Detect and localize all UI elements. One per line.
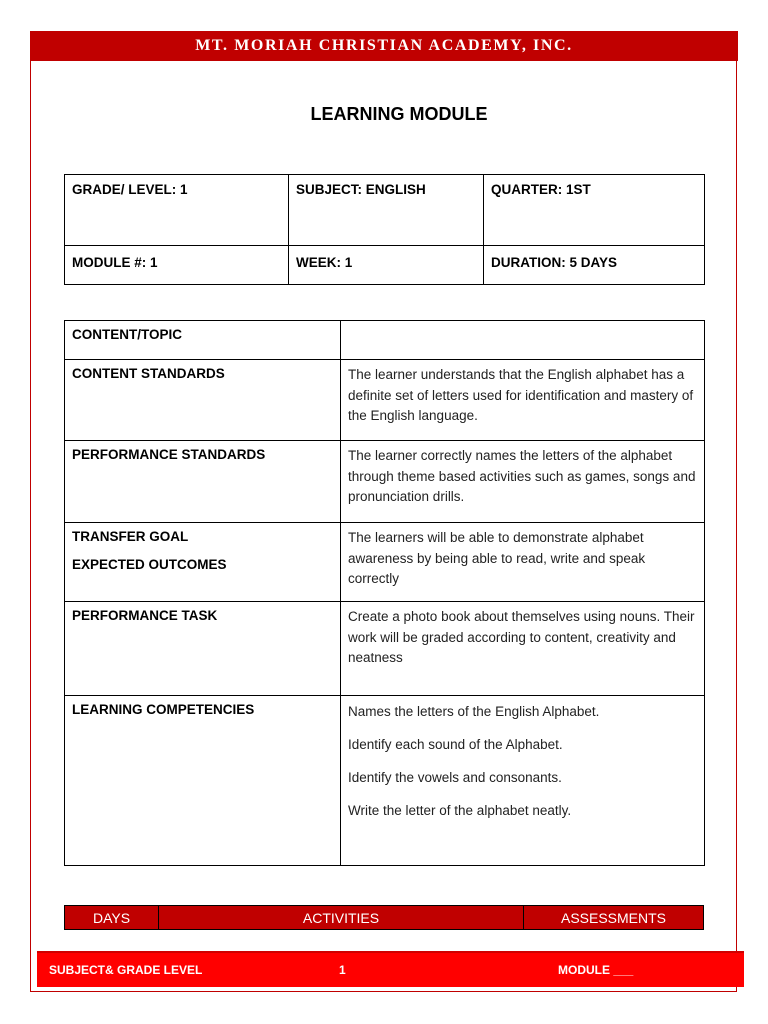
transfer-goal-cell: [65, 523, 341, 602]
competency-item: Identify the vowels and consonants.: [348, 770, 562, 785]
page-title: LEARNING MODULE: [310, 104, 488, 124]
module-info-table: [64, 174, 705, 285]
content-standards-value: The learner understands that the English alphabet has a definite set of letters used for identification and mastery of the English language.: [341, 360, 705, 441]
expected-outcomes-label: EXPECTED OUTCOMES: [72, 557, 227, 572]
competency-item: Identify each sound of the Alphabet.: [348, 737, 563, 752]
school-banner: [30, 31, 738, 61]
module-content-table: [64, 320, 705, 866]
footer-subject-grade: SUBJECT& GRADE LEVEL: [49, 963, 203, 977]
performance-task-label: PERFORMANCE TASK: [65, 602, 341, 696]
duration-cell: DURATION: 5 DAYS: [484, 246, 705, 285]
performance-task-value: Create a photo book about themselves using nouns. Their work will be graded according to content, creativity and neatness: [341, 602, 705, 696]
learning-competencies-label: LEARNING COMPETENCIES: [65, 696, 341, 866]
competency-item: Write the letter of the alphabet neatly.: [348, 803, 572, 818]
lesson-plan-header: [64, 905, 704, 930]
content-topic-value: [341, 321, 705, 360]
quarter-cell: QUARTER: 1ST: [484, 175, 705, 246]
school-name: MT. MORIAH CHRISTIAN ACADEMY, INC.: [195, 37, 573, 54]
performance-standards-label: PERFORMANCE STANDARDS: [65, 441, 341, 523]
footer-module: MODULE ___: [558, 963, 634, 977]
days-column-header: DAYS: [65, 906, 159, 929]
assessments-column-header: ASSESSMENTS: [560, 909, 667, 926]
module-number-cell: MODULE #: 1: [65, 246, 289, 285]
footer-page-number: 1: [339, 963, 346, 977]
transfer-goal-value: The learners will be able to demonstrate alphabet awareness by being able to read, write and speak correctly: [341, 523, 705, 602]
competency-item: Names the letters of the English Alphabet.: [348, 704, 600, 719]
page-footer: [37, 953, 744, 987]
content-standards-label: CONTENT STANDARDS: [65, 360, 341, 441]
learning-competencies-value: [341, 696, 705, 866]
performance-standards-value: The learner correctly names the letters of the alphabet through theme based activities such as games, songs and pronunciation drills.: [341, 441, 705, 523]
subject-cell: SUBJECT: ENGLISH: [289, 175, 484, 246]
content-topic-label: CONTENT/TOPIC: [65, 321, 341, 360]
activities-column-header: ACTIVITIES: [159, 906, 524, 929]
week-cell: WEEK: 1: [289, 246, 484, 285]
transfer-goal-label: TRANSFER GOAL: [72, 529, 189, 544]
grade-level-cell: GRADE/ LEVEL: 1: [65, 175, 289, 246]
